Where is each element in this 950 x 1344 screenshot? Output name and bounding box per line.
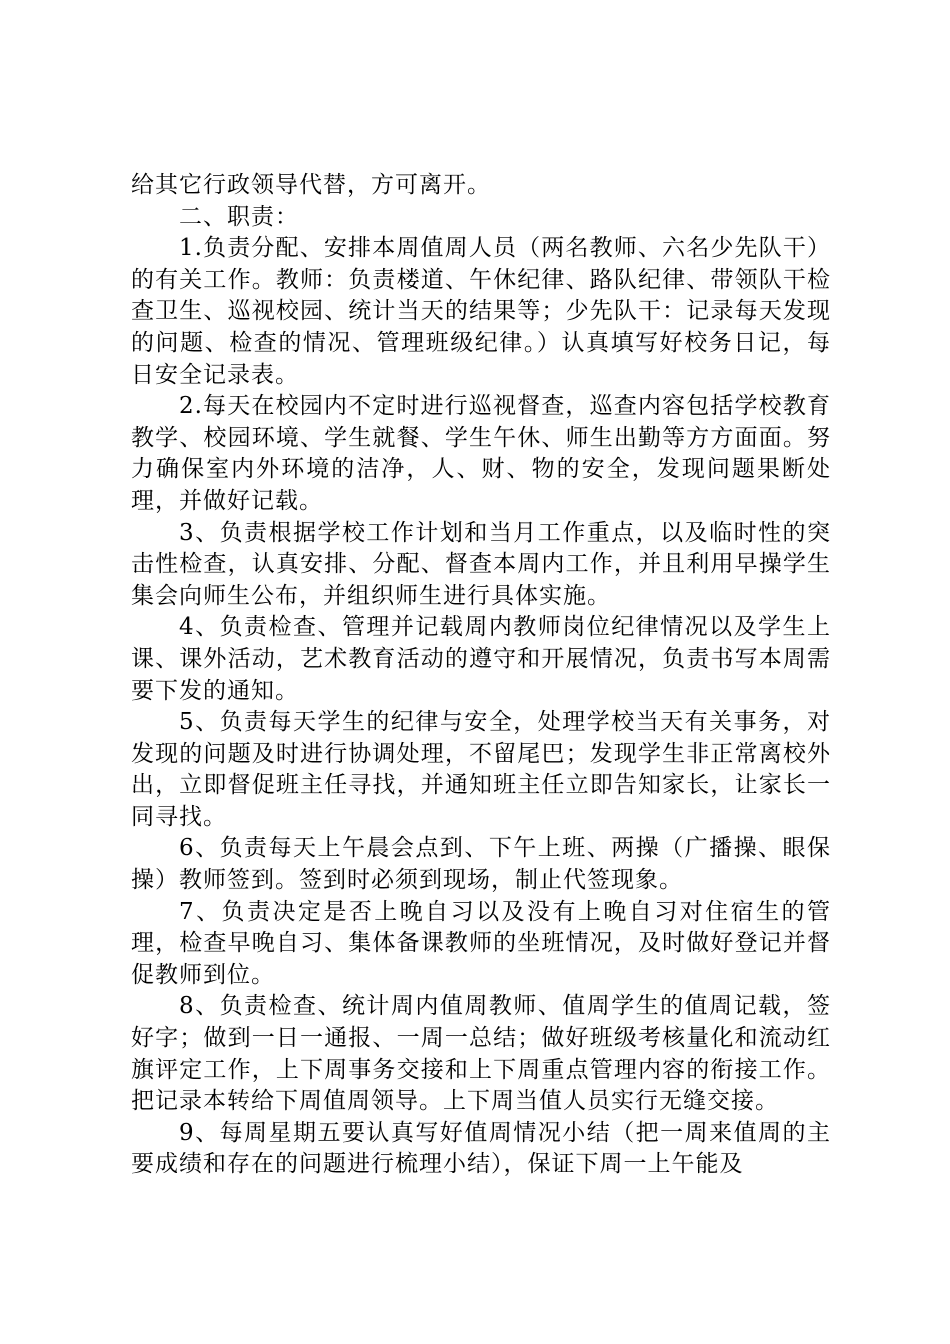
paragraph-item-5: 5、负责每天学生的纪律与安全，处理学校当天有关事务，对发现的问题及时进行协调处理，不留尾巴；发现学生非正常离校外出，立即督促班主任寻找，并通知班主任立即告知家长，让家长一同寻找。 <box>131 709 831 830</box>
paragraph-item-9: 9、每周星期五要认真写好值周情况小结（把一周来值周的主要成绩和存在的问题进行梳理小结），保证下周一上午能及 <box>131 1119 831 1178</box>
paragraph-item-2: 2.每天在校园内不定时进行巡视督查，巡查内容包括学校教育教学、校园环境、学生就餐、学生午休、师生出勤等方方面面。努力确保室内外环境的洁净，人、财、物的安全，发现问题果断处理，并做好记载。 <box>131 393 831 514</box>
document-page <box>131 170 831 1181</box>
paragraph-continuation: 给其它行政领导代替，方可离开。 <box>131 172 491 198</box>
paragraph-item-3: 3、负责根据学校工作计划和当月工作重点，以及临时性的突击性检查，认真安排、分配、督查本周内工作，并且利用早操学生集会向师生公布，并组织师生进行具体实施。 <box>131 519 831 609</box>
section-heading-duties: 二、职责： <box>179 203 299 230</box>
paragraph-item-6: 6、负责每天上午晨会点到、下午上班、两操（广播操、眼保操）教师签到。签到时必须到现场，制止代签现象。 <box>131 835 831 894</box>
paragraph-item-4: 4、负责检查、管理并记载周内教师岗位纪律情况以及学生上课、课外活动，艺术教育活动的遵守和开展情况，负责书写本周需要下发的通知。 <box>131 614 831 704</box>
paragraph-item-7: 7、负责决定是否上晚自习以及没有上晚自习对住宿生的管理，检查早晚自习、集体备课教师的坐班情况，及时做好登记并督促教师到位。 <box>131 898 831 988</box>
paragraph-item-8: 8、负责检查、统计周内值周教师、值周学生的值周记载，签好字；做到一日一通报、一周一总结；做好班级考核量化和流动红旗评定工作，上下周事务交接和上下周重点管理内容的衔接工作。把记录本转给下周值周领导。上下周当值人员实行无缝交接。 <box>131 993 831 1115</box>
paragraph-item-1: 1.负责分配、安排本周值周人员（两名教师、六名少先队干）的有关工作。教师：负责楼道、午休纪律、路队纪律、带领队干检查卫生、巡视校园、统计当天的结果等；少先队干：记录每天发现的问题、检查的情况、管理班级纪律。）认真填写好校务日记，每日安全记录表。 <box>131 235 831 388</box>
